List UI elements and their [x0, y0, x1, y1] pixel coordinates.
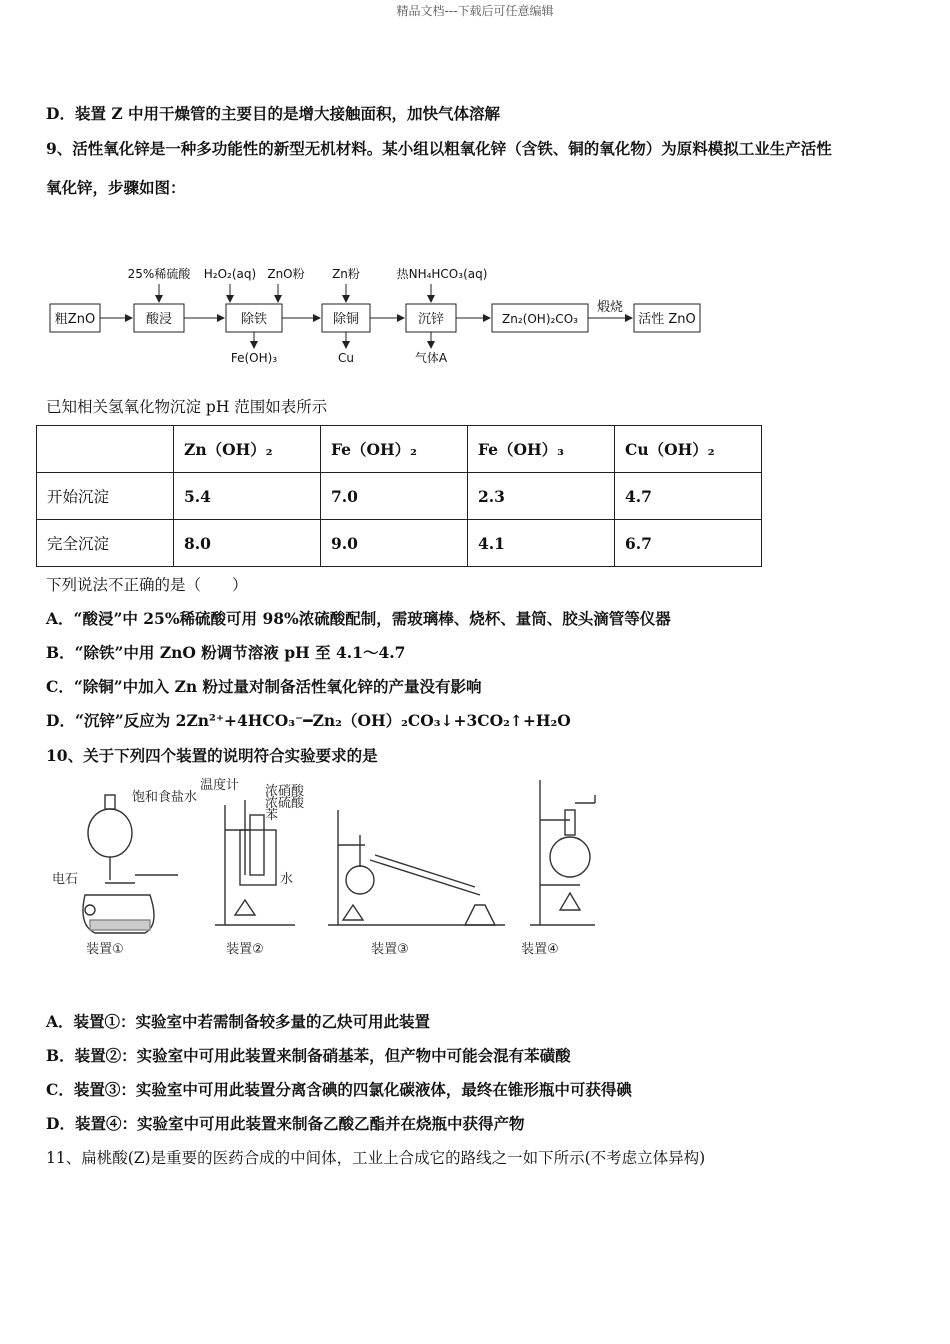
table-cell: 7.0 — [321, 473, 468, 520]
caption-apparatus-1: 装置① — [86, 942, 124, 957]
table-header-row — [37, 426, 762, 473]
table-cell: 2.3 — [468, 473, 615, 520]
q9-stem-line2: 氧化锌，步骤如图： — [46, 178, 186, 197]
q9-option-c: C．“除铜”中加入 Zn 粉过量对制备活性氧化锌的产量没有影响 — [46, 677, 482, 696]
q9-option-b: B．“除铁”中用 ZnO 粉调节溶液 pH 至 4.1～4.7 — [46, 643, 406, 662]
q8-option-d: D．装置 Z 中用干燥管的主要目的是增大接触面积，加快气体溶解 — [46, 104, 501, 123]
page-header: 精品文档---下载后可任意编辑 — [396, 4, 554, 18]
apparatus-4-drawing — [530, 780, 595, 925]
apparatus-2-drawing — [215, 800, 295, 925]
flow-label-acid-leach: 酸浸 — [145, 312, 173, 327]
label-saturated-brine: 饱和食盐水 — [132, 790, 198, 805]
q9-question: 下列说法不正确的是（ ） — [46, 576, 248, 594]
flow-input-zn-powder: Zn粉 — [332, 267, 360, 281]
table-row — [37, 520, 762, 567]
caption-apparatus-3: 装置③ — [371, 942, 409, 957]
q10-option-d: D．装置④：实验室中可用此装置来制备乙酸乙酯并在烧瓶中获得产物 — [46, 1114, 525, 1133]
q9-option-d: D．“沉锌”反应为 2Zn²⁺+4HCO₃⁻━Zn₂（OH）₂CO₃↓+3CO₂↑+H₂O — [46, 711, 571, 730]
label-conc-nitric-acid: 浓硝酸 — [265, 784, 305, 799]
q10-option-a: A．装置①：实验室中若需制备较多量的乙炔可用此装置 — [46, 1012, 431, 1031]
caption-apparatus-4: 装置④ — [521, 942, 559, 957]
table-cell: 8.0 — [174, 520, 321, 567]
flow-output-gas-a: 气体A — [414, 351, 448, 365]
table-note: 已知相关氢氧化物沉淀 pH 范围如表所示 — [46, 398, 328, 416]
table-row — [37, 473, 762, 520]
table-header-cell: Fe（OH）₃ — [468, 426, 615, 473]
flow-label-remove-copper: 除铜 — [332, 312, 360, 327]
flow-output-cu: Cu — [338, 351, 354, 365]
caption-apparatus-2: 装置② — [226, 942, 264, 957]
table-header-cell: Fe（OH）₂ — [321, 426, 468, 473]
table-cell: 5.4 — [174, 473, 321, 520]
label-thermometer: 温度计 — [200, 778, 240, 793]
table-header-cell: Cu（OH）₂ — [615, 426, 762, 473]
process-flow-chart — [46, 262, 716, 372]
flow-input-h2o2: H₂O₂(aq) — [203, 267, 257, 281]
flow-label-basic-carbonate: Zn₂(OH)₂CO₃ — [502, 312, 578, 326]
q9-option-a: A．“酸浸”中 25%稀硫酸可用 98%浓硫酸配制，需玻璃棒、烧杯、量筒、胶头滴管等仪器 — [46, 609, 671, 628]
flow-input-zno-powder: ZnO粉 — [267, 267, 305, 281]
table-cell: 4.7 — [615, 473, 762, 520]
flow-label-remove-iron: 除铁 — [240, 312, 268, 327]
table-cell: 9.0 — [321, 520, 468, 567]
flow-label-precipitate-zinc: 沉锌 — [417, 312, 445, 327]
flow-input-nh4hco3: 热NH₄HCO₃(aq) — [396, 267, 488, 281]
flow-arrow-label-calcine: 煅烧 — [596, 300, 624, 315]
label-water: 水 — [280, 872, 294, 887]
table-cell: 开始沉淀 — [37, 473, 174, 520]
flow-label-active-zno: 活性 ZnO — [638, 312, 696, 327]
label-calcium-carbide: 电石 — [52, 872, 79, 887]
table-header-cell — [37, 426, 174, 473]
apparatus-1-drawing — [83, 795, 178, 933]
q11-stem: 11、扁桃酸(Z)是重要的医药合成的中间体，工业上合成它的路线之一如下所示(不考虑立体异构) — [46, 1149, 706, 1167]
apparatus-figure — [50, 775, 610, 965]
q10-stem: 10、关于下列四个装置的说明符合实验要求的是 — [46, 746, 378, 765]
apparatus-3-drawing — [328, 810, 505, 925]
label-conc-sulfuric-acid: 浓硫酸 — [265, 796, 305, 811]
flow-output-feoh3: Fe(OH)₃ — [230, 351, 278, 365]
q9-stem-line1: 9、活性氧化锌是一种多功能性的新型无机材料。某小组以粗氧化锌（含铁、铜的氧化物）为原料模拟工业生产活性 — [46, 139, 832, 158]
table-cell: 6.7 — [615, 520, 762, 567]
table-header-cell: Zn（OH）₂ — [174, 426, 321, 473]
q10-option-b: B．装置②：实验室中可用此装置来制备硝基苯，但产物中可能会混有苯磺酸 — [46, 1046, 571, 1065]
ph-table — [36, 425, 762, 567]
q10-option-c: C．装置③：实验室中可用此装置分离含碘的四氯化碳液体，最终在锥形瓶中可获得碘 — [46, 1080, 632, 1099]
flow-label-crude-zno: 粗ZnO — [54, 312, 96, 327]
label-benzene: 苯 — [265, 808, 279, 823]
flow-input-dilute-acid: 25%稀硫酸 — [127, 267, 191, 281]
table-cell: 完全沉淀 — [37, 520, 174, 567]
table-cell: 4.1 — [468, 520, 615, 567]
